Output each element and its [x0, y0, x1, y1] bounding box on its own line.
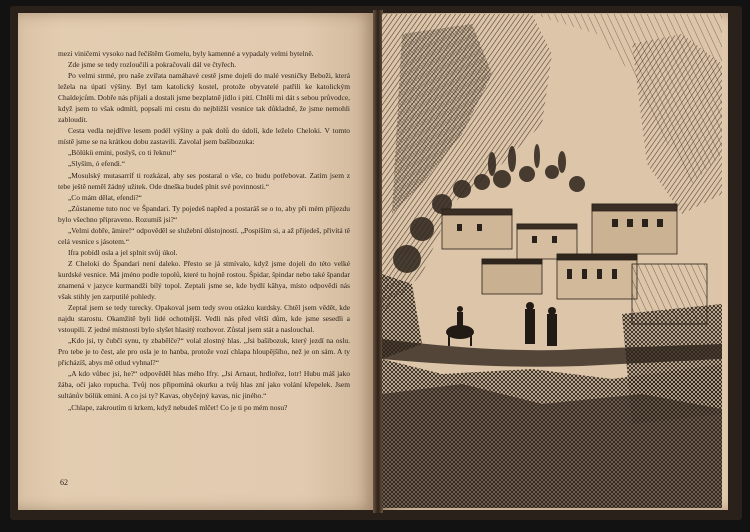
page-number: 62 [60, 478, 68, 487]
paragraph: „Chlape, zakroutím ti krkem, když nebudeš mlčet! Co je ti po mém nosu? [68, 402, 288, 412]
paragraph: „Bölükü emini, poslyš, co ti řeknu!“ [68, 148, 177, 158]
paragraph: „Mosulský mutasarríf ti rozkázal, aby ses postaral o vše, co budu potřebovat. Zatím jsem z tebe ještě neměl žádný užitek. Ode dneška budeš plnit své povinnosti.“ [58, 170, 350, 191]
paragraph: mezi viničemi vysoko nad řečištěm Gomelu, byly kamenné a vypadaly velmi bytelně. [58, 49, 314, 58]
paragraph: „Kdo jsi, ty čubčí synu, ty zbabělče?“ volal zlostný hlas. „Jsi bašibozuk, který jezdí na oslu. Pro tebe je to čest, ale pro osla je to hanba, protože vozí chlapa hloupějšího, než je on sám. A ty přicházíš, abys mě otlud vyhnal?“ [58, 336, 350, 368]
paragraph: Zeptal jsem se tedy turecky. Opakoval jsem tedy svou otázku kurdsky. Chtěl jsem vědět, kde najdu starostu. Okamžitě byli lidé ochotnější. Vedli nás před větší dům, kde jsme sesedli a vstoupili. Z jedné místnosti bylo slyšet hlasitý rozhovor. Zůstal jsem stát a naslouchal. [58, 303, 350, 335]
village-illustration [382, 14, 722, 508]
paragraph: Zde jsme se tedy rozloučili a pokračovali dál ve čtyřech. [68, 60, 237, 70]
body-text [58, 48, 350, 413]
paragraph: „Zůstaneme tuto noc ve Špandari. Ty pojedeš napřed a postaráš se o to, aby při mém příjezdu bylo všechno připraveno. Rozumíš jsi?“ [58, 203, 350, 224]
paragraph: „A kdo vůbec jsi, he?“ odpověděl hlas mého Ifry. „Jsi Arnaut, hrdlořez, lotr! Hubu máš jako žába, oči jako ropucha. Tvůj nos připomíná okurku a tvůj hlas zní jako volání křepelek. Jsem sultánův bölük emini. A co jsi ty? Kavas, obyčejný kavas, nic jiného.“ [58, 369, 350, 401]
paragraph: „Velmi dobře, āmire!“ odpověděl se služební důstojností. „Pospíším si, a až přijedeš, přivítá tě celá vesnice s jásotem.“ [58, 225, 350, 246]
paragraph: Ifra pobídl osla a jel splnit svůj úkol. [68, 247, 178, 257]
paragraph: „Co mám dělat, efendi?“ [68, 192, 142, 202]
paragraph: Po velmi strmé, pro naše zvířata namáhavé cestě jsme dojeli do malé vesničky Beboži, která ležela na úpatí výšiny. Byl tam katolický kostel, protože obyvatelé patřili ke katolickým Chaldejcům. Dobře nás přijali a dostali jsme bezplatně jídlo i pití. Chtěli mi dát s sebou průvodce, když jsem to však odmítl, popsali mi cestu do nejbližší vesnice tak důkladně, že jsme nemohli zabloudit. [58, 71, 350, 125]
paragraph: „Slyším, ó efendi.“ [68, 159, 126, 169]
paragraph: Z Cheloki do Špandari není daleko. Přesto se já stmívalo, když jsme dojeli do této velké kurdské vesnice. Má jméno podle topolů, které tu hojně rostou. Špidar, špindar nebo také špandar znamená v jazyce kurmandží bílý topol. Zeptali jsme se, kde bydlí kâhya, místo odpovědi nás však stihly jen zarputilé pohledy. [58, 258, 350, 302]
paragraph: Cesta vedla nejdříve lesem podél výšiny a pak dolů do údolí, kde leželo Cheloki. V tomto místě jsme se na krátkou dobu zastavili. Zavolal jsem bašibozuka: [58, 126, 350, 147]
